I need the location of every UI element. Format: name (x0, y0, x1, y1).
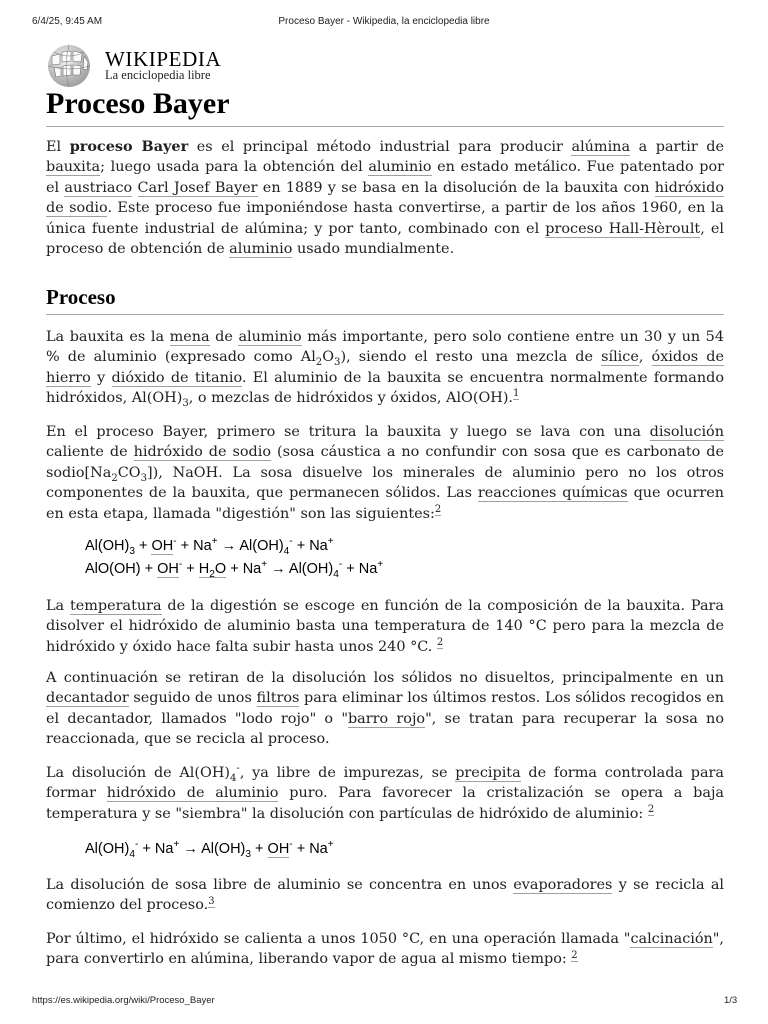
link-oxidos-de-hierro[interactable]: óxidos de hierro (46, 349, 724, 386)
reference-3[interactable]: 3 (208, 895, 215, 907)
equation-1: $Al(OH)_3 + OH^- + Na^+ \to Al(OH)_4^- + Na^+$ (85, 536, 334, 557)
link-silice[interactable]: sílice (601, 349, 639, 366)
link-dioxido-de-titanio[interactable]: dióxido de titanio (111, 369, 242, 386)
link-aluminio-2[interactable]: aluminio (229, 241, 293, 258)
reference-2b[interactable]: 2 (436, 637, 444, 649)
link-aluminio-3[interactable]: aluminio (238, 329, 302, 345)
link-reacciones-quimicas[interactable]: reacciones químicas (477, 485, 628, 502)
link-mena[interactable]: mena (169, 329, 210, 345)
reference-2d[interactable]: 2 (571, 949, 578, 961)
link-oh-1[interactable]: OH (151, 538, 174, 554)
paragraph-bauxita: La bauxita es la mena de aluminio más importante, pero solo contiene entre un 30 y un 54 % de aluminio (expresado como $Al_2O_3$), siendo el resto una mezcla de sílice, óxidos de hierro y dióxido de titanio. El aluminio de la bauxita se encuentra normalmente formando hidróxidos, $Al(OH)_3$, o mezclas de hidróxidos y óxidos, AlO(OH).$^1$ (46, 329, 724, 410)
print-header-datetime: 6/4/25, 9:45 AM (32, 16, 103, 27)
paragraph-temperatura: La temperatura de la digestión se escoge en función de la composición de la bauxita. Para disolver el hidróxido de aluminio basta una temperatura de 140 °C pero para la mezcla de hidróxido y óxido hace falta subir hasta unos 240 °C. $^2$ (46, 598, 724, 655)
reference-1[interactable]: 1 (513, 388, 520, 400)
link-precipita[interactable]: precipita (455, 765, 521, 781)
intro-paragraph: El proceso Bayer es el principal método industrial para producir alúmina a partir de bauxita; luego usada para la obtención del aluminio en estado metálico. Fue patentado por el austriaco Carl Josef Bayer en 1889 y se basa en la disolución de la bauxita con hidróxido de sodio. Este proceso fue imponiéndose hasta convertirse, a partir de los años 1960, en la única fuente industrial de alúmina; y por tanto, combinado con el proceso Hall-Hèroult, el proceso de obtención de aluminio usado mundialmente. (46, 138, 725, 258)
paragraph-digestion: En el proceso Bayer, primero se tritura la bauxita y luego se lava con una disolución caliente de hidróxido de sodio (sosa cáustica a no confundir con sosa que es carbonato de $sodio[Na_2CO_3]$), NaOH. La sosa disuelve los minerales de aluminio pero no los otros componentes de la bauxita, que permanecen sólidos. Las reacciones químicas que ocurren en esta etapa, llamada "digestión" son las siguientes:$^2$ (46, 424, 724, 522)
section-heading-proceso: Proceso (46, 285, 116, 309)
equation-2: $AlO(OH) + OH^- + H_2O + Na^+ \to Al(OH)_4^- + Na^+$ (85, 559, 384, 580)
link-austriaco[interactable]: austriaco (64, 179, 133, 196)
link-oh-3[interactable]: OH (267, 841, 290, 857)
link-hidroxido-de-sodio[interactable]: hidróxido de sodio (46, 179, 725, 217)
section-divider (46, 314, 724, 315)
link-evaporadores[interactable]: evaporadores (513, 877, 613, 893)
link-h2o[interactable]: $H_2O$ (198, 561, 227, 580)
link-bauxita[interactable]: bauxita (46, 159, 101, 176)
reference-2[interactable]: 2 (434, 503, 442, 515)
print-header-title: Proceso Bayer - Wikipedia, la enciclopedia libre (278, 16, 490, 27)
reference-2c[interactable]: 2 (647, 804, 655, 816)
link-calcinacion[interactable]: calcinación (630, 931, 713, 947)
link-disolucion[interactable]: disolución (649, 424, 724, 440)
link-alumina[interactable]: alúmina (571, 139, 631, 155)
link-proceso-hall-heroult[interactable]: proceso Hall-Hèroult (545, 220, 701, 237)
link-oh-2[interactable]: OH (157, 561, 179, 577)
paragraph-decantacion: A continuación se retiran de la disolución los sólidos no disueltos, principalmente en un decantador seguido de unos filtros para eliminar los últimos restos. Los sólidos recogidos en el decantador, llamados "lodo rojo" o "barro rojo", se tratan para recuperar la sosa no reaccionada, que se recicla al proceso. (46, 670, 724, 748)
wikipedia-tagline: La enciclopedia libre (105, 68, 211, 82)
link-hidroxido-de-sodio-2[interactable]: hidróxido de sodio (133, 444, 272, 461)
link-hidroxido-de-aluminio[interactable]: hidróxido de aluminio (106, 785, 279, 802)
paragraph-evaporadores: La disolución de sosa libre de aluminio se concentra en unos evaporadores y se recicla al comienzo del proceso.$^3$ (46, 877, 724, 914)
link-carl-josef-bayer[interactable]: Carl Josef Bayer (137, 179, 258, 196)
paragraph-precipitacion: La disolución de $Al(OH)_4^-$, ya libre de impurezas, se precipita de forma controlada para formar hidróxido de aluminio puro. Para favorecer la cristalización se opera a baja temperatura y se "siembra" la disolución con partículas de hidróxido de aluminio: $^2$ (46, 763, 724, 822)
link-aluminio[interactable]: aluminio (368, 159, 432, 176)
link-decantador[interactable]: decantador (46, 690, 129, 707)
wikipedia-wordmark[interactable]: WIKIPEDIA (105, 47, 222, 71)
equation-3: $Al(OH)_4^- + Na^+ \to Al(OH)_3 + OH^- + Na^+$ (85, 839, 334, 860)
link-filtros[interactable]: filtros (256, 690, 300, 707)
link-temperatura[interactable]: temperatura (69, 598, 162, 614)
page-title: Proceso Bayer (46, 87, 230, 120)
link-barro-rojo[interactable]: barro rojo (347, 710, 426, 727)
wikipedia-globe-icon[interactable] (44, 42, 98, 88)
title-divider (46, 126, 724, 127)
paragraph-calcinacion: Por último, el hidróxido se calienta a unos 1050 °C, en una operación llamada "calcinación", para convertirlo en alúmina, liberando vapor de agua al mismo tiempo: $^2$ (46, 931, 724, 968)
print-footer-url: https://es.wikipedia.org/wiki/Proceso_Bayer (32, 995, 215, 1006)
print-footer-page: 1/3 (724, 995, 738, 1006)
